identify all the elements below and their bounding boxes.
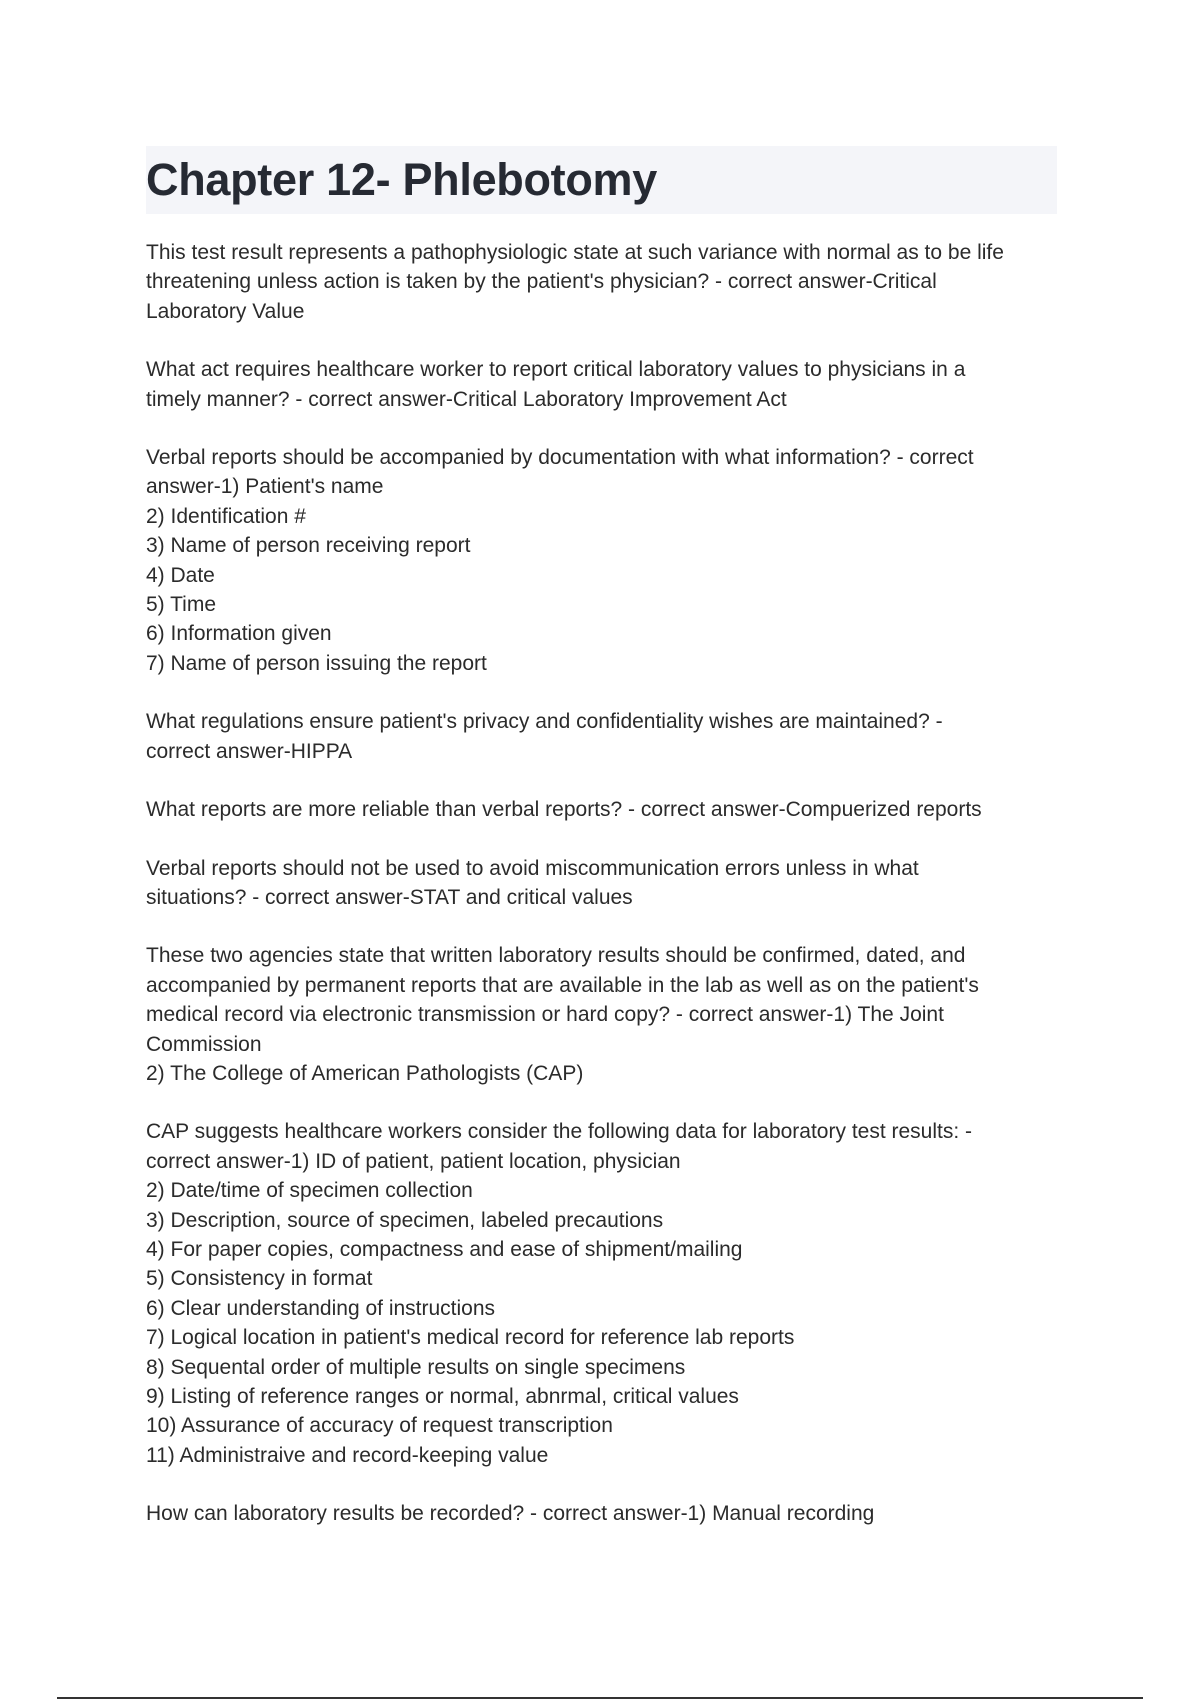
qa-block <box>146 443 1066 678</box>
qa-block <box>146 854 1066 913</box>
qa-line: CAP suggests healthcare workers consider the following data for laboratory test results: - <box>146 1120 973 1144</box>
qa-line: 4) For paper copies, compactness and ease of shipment/mailing <box>146 1237 743 1261</box>
qa-line: How can laboratory results be recorded? - correct answer-1) Manual recording <box>146 1502 875 1526</box>
qa-line: 2) Date/time of specimen collection <box>146 1179 473 1203</box>
page-title: Chapter 12- Phlebotomy <box>146 154 657 205</box>
qa-line: 4) Date <box>146 563 215 587</box>
qa-line: What regulations ensure patient's privacy and confidentiality wishes are maintained? - <box>146 710 943 734</box>
qa-line: answer-1) Patient's name <box>146 475 384 499</box>
title-banner <box>146 146 1057 214</box>
qa-block <box>146 707 1066 766</box>
qa-line: 7) Name of person issuing the report <box>146 651 487 675</box>
qa-line: 2) Identification # <box>146 504 306 528</box>
qa-line: Commission <box>146 1032 262 1056</box>
qa-block <box>146 355 1066 414</box>
qa-line: 11) Administraive and record-keeping value <box>146 1443 549 1467</box>
qa-line: Verbal reports should be accompanied by documentation with what information? - correct <box>146 446 974 470</box>
qa-line: 5) Consistency in format <box>146 1267 373 1291</box>
qa-block <box>146 941 1066 1088</box>
qa-line: 3) Name of person receiving report <box>146 534 471 558</box>
qa-line: 8) Sequental order of multiple results on single specimens <box>146 1355 686 1379</box>
qa-line: 6) Information given <box>146 622 332 646</box>
qa-line: medical record via electronic transmission or hard copy? - correct answer-1) The Joint <box>146 1003 944 1027</box>
qa-block <box>146 238 1066 326</box>
qa-line: accompanied by permanent reports that are available in the lab as well as on the patient's <box>146 973 979 997</box>
qa-line: 3) Description, source of specimen, labeled precautions <box>146 1208 664 1232</box>
footer-divider <box>57 1697 1143 1699</box>
qa-line: threatening unless action is taken by the patient's physician? - correct answer-Critical <box>146 270 937 294</box>
qa-line: What reports are more reliable than verbal reports? - correct answer-Compuerized reports <box>146 798 982 822</box>
qa-line: situations? - correct answer-STAT and critical values <box>146 885 633 909</box>
qa-block <box>146 795 1066 824</box>
qa-line: 2) The College of American Pathologists (CAP) <box>146 1061 584 1085</box>
qa-line: 10) Assurance of accuracy of request transcription <box>146 1414 613 1438</box>
qa-line: 6) Clear understanding of instructions <box>146 1296 496 1320</box>
qa-line: correct answer-HIPPA <box>146 739 353 763</box>
qa-block <box>146 1499 1066 1528</box>
qa-line: Laboratory Value <box>146 299 305 323</box>
qa-line: timely manner? - correct answer-Critical Laboratory Improvement Act <box>146 387 787 411</box>
qa-line: This test result represents a pathophysiologic state at such variance with normal as to be life <box>146 241 1004 264</box>
qa-content <box>146 238 1066 1558</box>
qa-block <box>146 1117 1066 1470</box>
qa-line: These two agencies state that written laboratory results should be confirmed, dated, and <box>146 944 966 968</box>
qa-line: correct answer-1) ID of patient, patient location, physician <box>146 1149 681 1173</box>
qa-line: Verbal reports should not be used to avoid miscommunication errors unless in what <box>146 856 919 880</box>
qa-line: 7) Logical location in patient's medical record for reference lab reports <box>146 1326 795 1350</box>
qa-line: 5) Time <box>146 593 217 617</box>
qa-line: 9) Listing of reference ranges or normal, abnrmal, critical values <box>146 1385 739 1408</box>
qa-line: What act requires healthcare worker to report critical laboratory values to physicians in a <box>146 358 966 382</box>
